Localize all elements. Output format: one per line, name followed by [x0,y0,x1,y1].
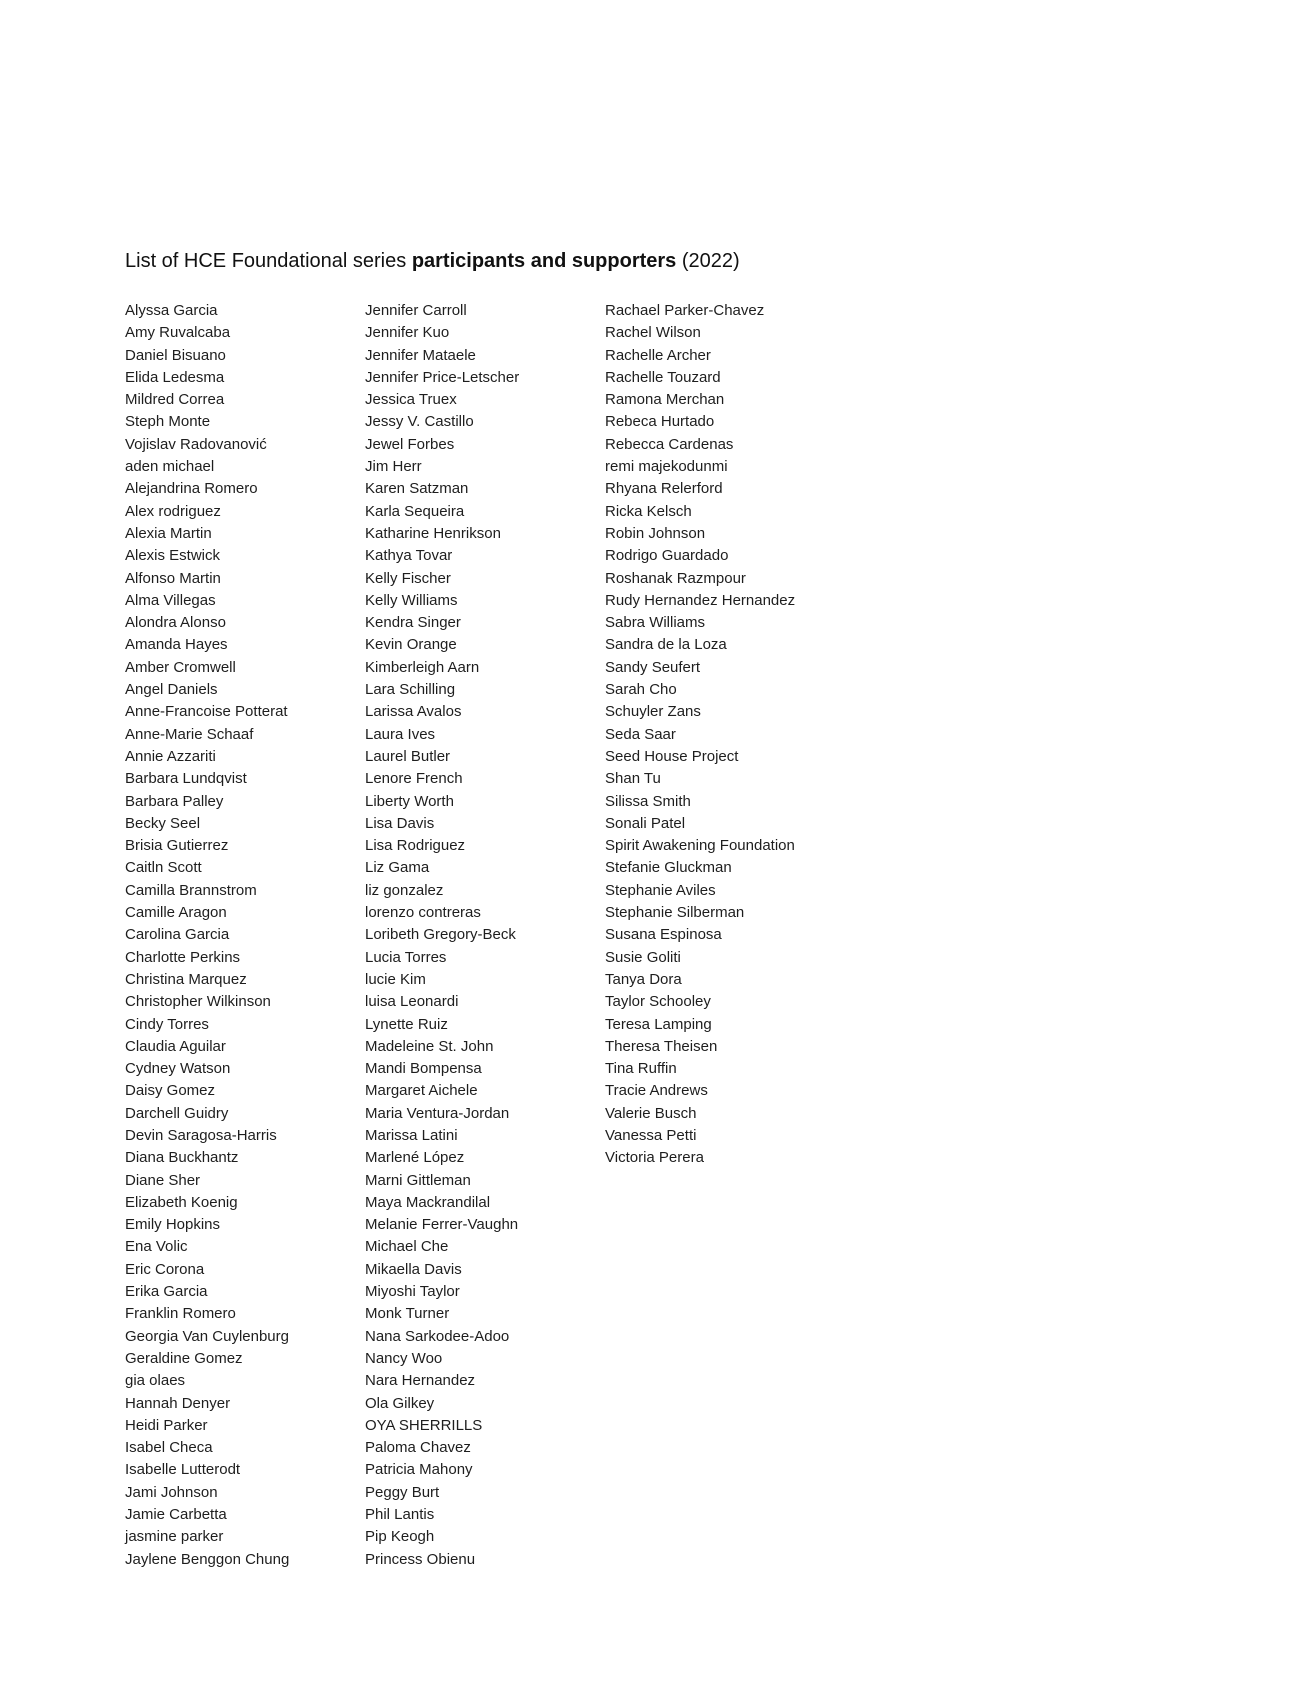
list-item: Kimberleigh Aarn [365,658,480,676]
list-item: Christopher Wilkinson [125,993,271,1011]
list-item: Brisia Gutierrez [125,837,229,855]
list-item: Sandra de la Loza [605,636,727,654]
list-item: Anne-Francoise Potterat [125,703,288,721]
list-item: Elida Ledesma [125,368,225,386]
list-item: Theresa Theisen [605,1037,718,1055]
list-item: liz gonzalez [365,881,444,899]
list-item: Margaret Aichele [365,1082,478,1100]
list-item: Steph Monte [125,413,211,431]
list-item: Diana Buckhantz [125,1149,239,1167]
list-item: Ola Gilkey [365,1394,435,1412]
list-item: Liberty Worth [365,792,454,810]
list-item: Katharine Henrikson [365,524,501,542]
list-item: Lucia Torres [365,948,447,966]
list-item: lorenzo contreras [365,904,481,922]
list-item: Sandy Seufert [605,658,701,676]
list-item: Darchell Guidry [125,1104,229,1122]
list-item: aden michael [125,458,215,476]
list-item: Annie Azzariti [125,747,216,765]
list-item: Sonali Patel [605,814,686,832]
list-item: OYA SHERRILLS [365,1416,483,1434]
list-item: Stefanie Gluckman [605,859,732,877]
list-item: Seed House Project [605,747,739,765]
list-item: Rachel Wilson [605,324,701,342]
list-item: Amber Cromwell [125,658,236,676]
list-item: Rudy Hernandez Hernandez [605,591,796,609]
list-item: Rachael Parker-Chavez [605,302,765,319]
list-item: Monk Turner [365,1305,450,1323]
list-item: Isabel Checa [125,1439,213,1457]
list-item: Sabra Williams [605,614,706,632]
list-item: Phil Lantis [365,1506,435,1524]
list-item: Jennifer Mataele [365,346,476,364]
list-item: Claudia Aguilar [125,1037,226,1055]
list-item: Barbara Palley [125,792,224,810]
list-item: Elizabeth Koenig [125,1193,238,1211]
list-item: Vojislav Radovanović [125,435,267,453]
list-item: Georgia Van Cuylenburg [125,1327,289,1345]
list-item: Valerie Busch [605,1104,697,1122]
list-item: Larissa Avalos [365,703,462,721]
names-column-2 [365,300,600,1571]
list-item: Jaylene Benggon Chung [125,1550,290,1568]
list-item: Lara Schilling [365,681,456,699]
list-item: Kathya Tovar [365,547,453,565]
list-item: Christina Marquez [125,970,247,988]
title-suffix: (2022) [676,250,740,272]
list-item: Silissa Smith [605,792,691,810]
list-item: remi majekodunmi [605,458,728,476]
list-item: Shan Tu [605,770,661,788]
list-item: Susana Espinosa [605,926,722,944]
list-item: Carolina Garcia [125,926,230,944]
list-item: Hannah Denyer [125,1394,231,1412]
list-item: Spirit Awakening Foundation [605,837,795,855]
list-item: Tracie Andrews [605,1082,708,1100]
page-title [125,248,740,274]
list-item: Jessy V. Castillo [365,413,474,431]
list-item: Stephanie Aviles [605,881,716,899]
list-item: Mikaella Davis [365,1260,462,1278]
list-item: Princess Obienu [365,1550,476,1568]
list-item: Peggy Burt [365,1483,440,1501]
list-item: Angel Daniels [125,681,218,699]
list-item: Lisa Davis [365,814,435,832]
list-item: Jewel Forbes [365,435,455,453]
list-item: Maria Ventura-Jordan [365,1104,510,1122]
list-item: Camilla Brannstrom [125,881,257,899]
list-item: Jennifer Carroll [365,302,467,319]
list-item: Ena Volic [125,1238,188,1256]
list-item: Amanda Hayes [125,636,228,654]
list-item: Alex rodriguez [125,502,221,520]
list-item: Alyssa Garcia [125,302,218,319]
list-item: Nana Sarkodee-Adoo [365,1327,510,1345]
list-item: Alexia Martin [125,524,212,542]
list-item: Jim Herr [365,458,422,476]
list-item: Robin Johnson [605,524,706,542]
list-item: Cydney Watson [125,1060,231,1078]
list-item: Erika Garcia [125,1283,208,1301]
list-item: Becky Seel [125,814,201,832]
names-column-1 [125,300,360,1571]
list-item: Camille Aragon [125,904,227,922]
list-item: Seda Saar [605,725,676,743]
list-item: Mildred Correa [125,391,225,409]
list-item: Roshanak Razmpour [605,569,746,587]
list-item: Geraldine Gomez [125,1349,243,1367]
list-item: Rhyana Relerford [605,480,723,498]
list-item: Alondra Alonso [125,614,226,632]
list-item: Stephanie Silberman [605,904,745,922]
list-item: Barbara Lundqvist [125,770,247,788]
list-item: Laurel Butler [365,747,451,765]
list-item: Charlotte Perkins [125,948,241,966]
list-item: Marni Gittleman [365,1171,471,1189]
list-item: Daniel Bisuano [125,346,226,364]
list-item: Victoria Perera [605,1149,704,1167]
list-item: Kevin Orange [365,636,457,654]
list-item: Madeleine St. John [365,1037,494,1055]
list-item: Ramona Merchan [605,391,725,409]
title-emphasis: participants and supporters [411,250,677,272]
list-item: Isabelle Lutterodt [125,1461,241,1479]
list-item: lucie Kim [365,970,426,988]
list-item: Tina Ruffin [605,1060,677,1078]
list-item: Patricia Mahony [365,1461,473,1479]
list-item: Nancy Woo [365,1349,443,1367]
list-item: Jennifer Kuo [365,324,450,342]
list-item: Rodrigo Guardado [605,547,729,565]
list-item: Karen Satzman [365,480,469,498]
list-item: Marlené López [365,1149,465,1167]
list-item: Susie Goliti [605,948,681,966]
list-item: Rachelle Archer [605,346,711,364]
list-item: Kendra Singer [365,614,461,632]
list-item: Devin Saragosa-Harris [125,1126,277,1144]
list-item: Loribeth Gregory-Beck [365,926,516,944]
list-item: Kelly Williams [365,591,458,609]
list-item: Mandi Bompensa [365,1060,482,1078]
list-item: luisa Leonardi [365,993,459,1011]
list-item: Taylor Schooley [605,993,711,1011]
list-item: Pip Keogh [365,1528,435,1546]
list-item: Cindy Torres [125,1015,209,1033]
names-column-3 [605,300,840,1170]
list-item: Rachelle Touzard [605,368,721,386]
list-item: Eric Corona [125,1260,205,1278]
list-item: Caitln Scott [125,859,202,877]
list-item: Marissa Latini [365,1126,458,1144]
list-item: Jamie Carbetta [125,1506,227,1524]
list-item: Paloma Chavez [365,1439,471,1457]
list-item: Jessica Truex [365,391,457,409]
list-item: Ricka Kelsch [605,502,692,520]
list-item: Alfonso Martin [125,569,221,587]
list-item: Teresa Lamping [605,1015,712,1033]
list-item: jasmine parker [125,1528,224,1546]
list-item: Melanie Ferrer-Vaughn [365,1216,519,1234]
list-item: Jennifer Price-Letscher [365,368,520,386]
list-item: Kelly Fischer [365,569,451,587]
list-item: Lisa Rodriguez [365,837,466,855]
list-item: Daisy Gomez [125,1082,216,1100]
list-item: Lenore French [365,770,463,788]
list-item: Rebeca Hurtado [605,413,715,431]
list-item: Vanessa Petti [605,1126,697,1144]
list-item: Schuyler Zans [605,703,701,721]
list-item: Laura Ives [365,725,436,743]
list-item: Tanya Dora [605,970,682,988]
list-item: Emily Hopkins [125,1216,221,1234]
list-item: Nara Hernandez [365,1372,476,1390]
title-prefix: List of HCE Foundational series [125,250,412,272]
list-item: Alexis Estwick [125,547,221,565]
list-item: Diane Sher [125,1171,201,1189]
list-item: Amy Ruvalcaba [125,324,231,342]
list-item: Alejandrina Romero [125,480,258,498]
list-item: Sarah Cho [605,681,677,699]
list-item: Miyoshi Taylor [365,1283,460,1301]
list-item: Liz Gama [365,859,430,877]
list-item: Anne-Marie Schaaf [125,725,254,743]
list-item: Jami Johnson [125,1483,218,1501]
list-item: Rebecca Cardenas [605,435,734,453]
list-item: Heidi Parker [125,1416,208,1434]
list-item: Alma Villegas [125,591,216,609]
list-item: Maya Mackrandilal [365,1193,491,1211]
list-item: Lynette Ruiz [365,1015,448,1033]
list-item: gia olaes [125,1372,186,1390]
list-item: Michael Che [365,1238,449,1256]
list-item: Franklin Romero [125,1305,236,1323]
list-item: Karla Sequeira [365,502,465,520]
